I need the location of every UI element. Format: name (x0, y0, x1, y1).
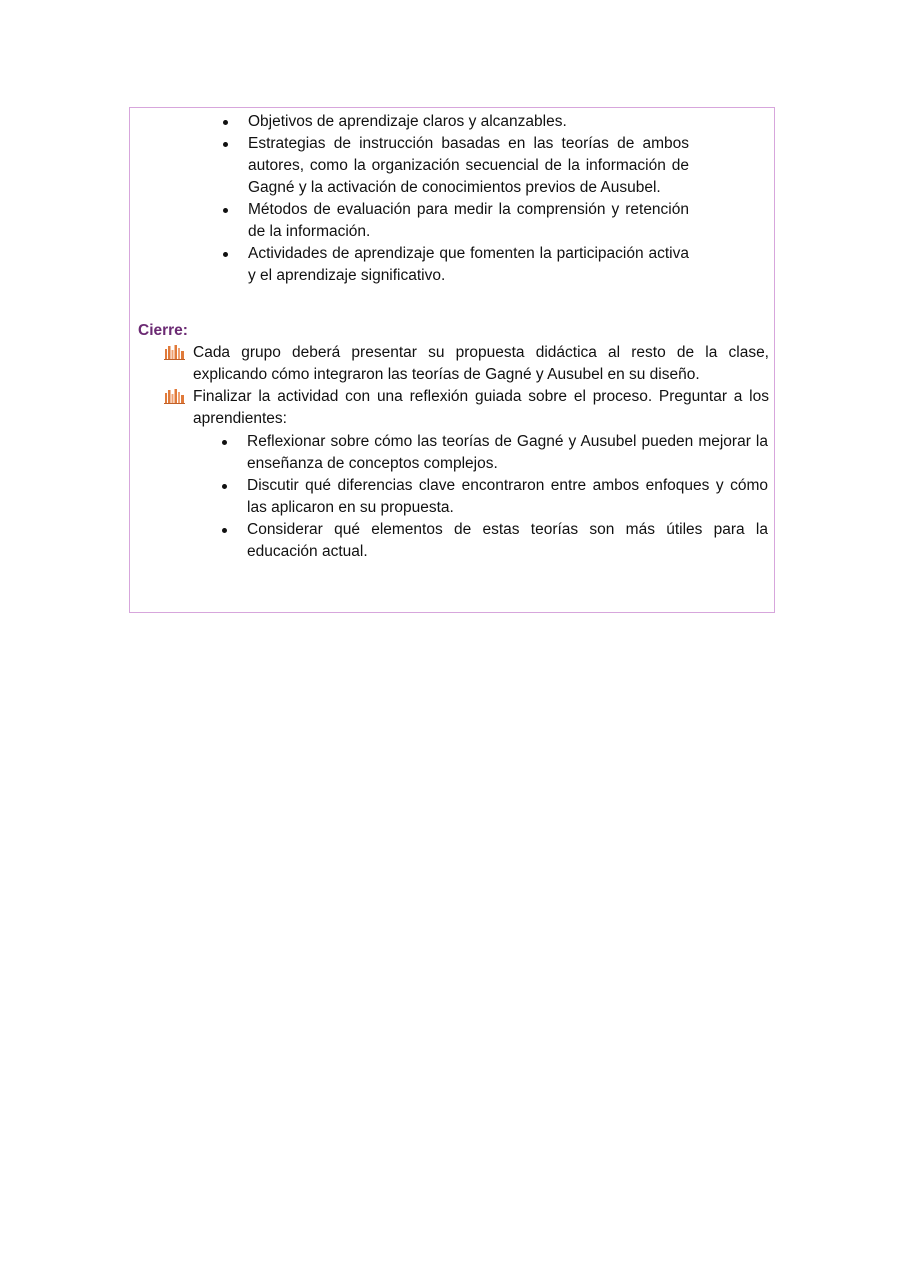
list-item: Considerar qué elementos de estas teorías son más útiles para la educación actual. (247, 519, 768, 563)
list-item: Cada grupo deberá presentar su propuesta didáctica al resto de la clase, explicando cómo integraron las teorías de Gagné y Ausubel en su diseño. (193, 342, 769, 386)
reflexion-list (247, 431, 768, 563)
list-item: Finalizar la actividad con una reflexión guiada sobre el proceso. Preguntar a los aprendientes: (193, 386, 769, 430)
bullet-dot-icon (222, 484, 227, 489)
books-icon (164, 344, 186, 360)
list-item: Estrategias de instrucción basadas en las teorías de ambos autores, como la organización secuencial de la información de Gagné y la activación de conocimientos previos de Ausubel. (248, 133, 689, 199)
books-icon (164, 388, 186, 404)
list-item: Discutir qué diferencias clave encontraron entre ambos enfoques y cómo las aplicaron en su propuesta. (247, 475, 768, 519)
list-item: Objetivos de aprendizaje claros y alcanzables. (248, 111, 689, 133)
desarrollo-list (248, 111, 689, 287)
bullet-dot-icon (223, 208, 228, 213)
bullet-dot-icon (222, 528, 227, 533)
list-item: Métodos de evaluación para medir la comprensión y retención de la información. (248, 199, 689, 243)
cierre-list (193, 342, 769, 430)
bullet-dot-icon (223, 120, 228, 125)
bullet-dot-icon (223, 252, 228, 257)
section-title-cierre: Cierre: (138, 322, 188, 339)
list-item: Actividades de aprendizaje que fomenten la participación activa y el aprendizaje significativo. (248, 243, 689, 287)
bullet-dot-icon (222, 440, 227, 445)
list-item: Reflexionar sobre cómo las teorías de Gagné y Ausubel pueden mejorar la enseñanza de conceptos complejos. (247, 431, 768, 475)
bullet-dot-icon (223, 142, 228, 147)
content-box (129, 107, 775, 613)
